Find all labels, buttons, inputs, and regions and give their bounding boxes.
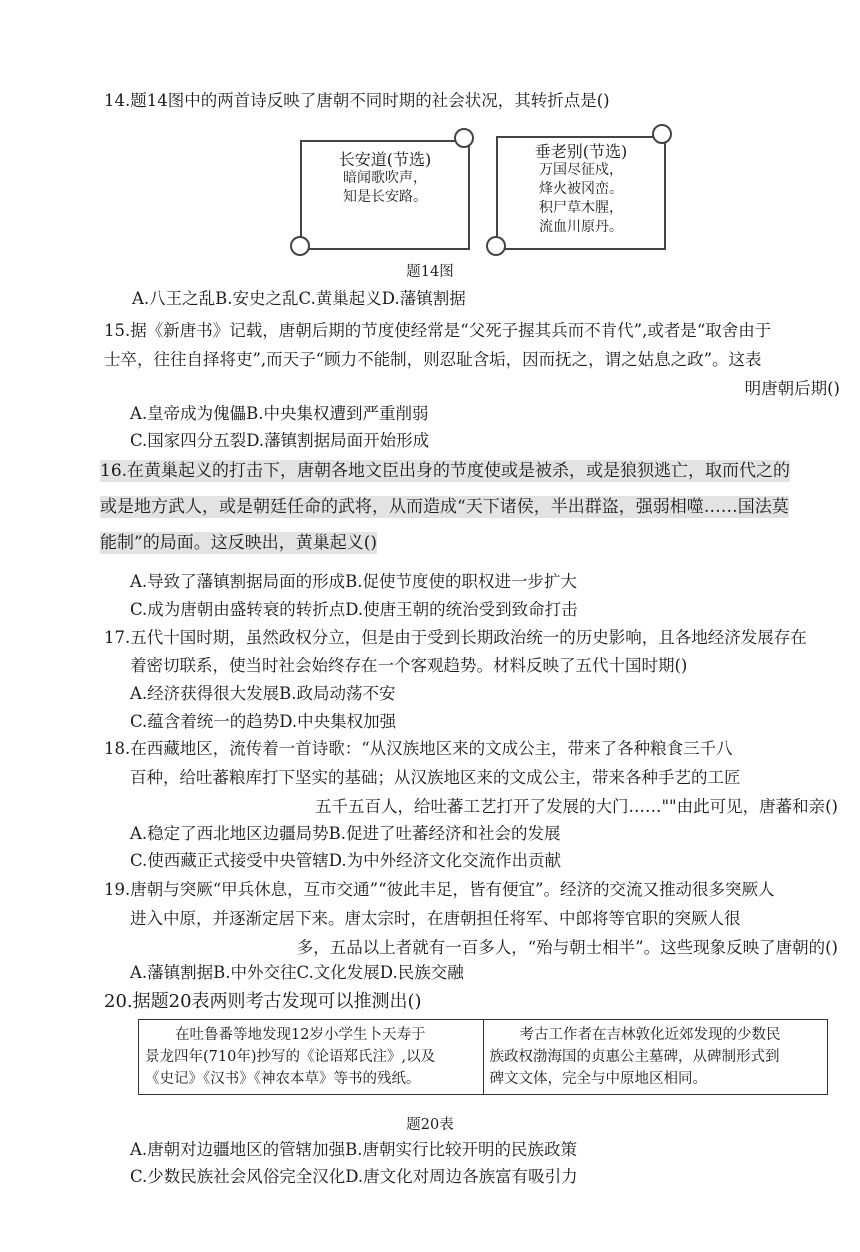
poem1-title: 长安道(节选): [338, 150, 432, 169]
q17-options: A.经济获得很大发展B.政局动荡不安: [130, 684, 396, 703]
q19-options: A.藩镇割据B.中外交往C.文化发展D.民族交融: [130, 963, 464, 982]
q14-caption: 题14图: [406, 264, 454, 280]
cell-line: 碑文文体，完全与中原地区相同。: [489, 1071, 707, 1087]
q16-line: 16.在黄巢起义的打击下，唐朝各地文臣出身的节度使或是被杀，或是狼狈逃亡，取而代之的: [100, 461, 791, 481]
q14-stem: 14.题14图中的两首诗反映了唐朝不同时期的社会状况，其转折点是(): [104, 91, 610, 110]
poem2-line: 烽火被冈峦。: [539, 181, 623, 197]
q20-stem: 20.据题20表两则考古发现可以推测出(): [104, 991, 422, 1012]
q16-line: 能制”的局面。这反映出，黄巢起义(): [100, 533, 377, 553]
poem-scroll-2: [496, 136, 666, 250]
q18-line: 百种，给吐蕃粮库打下坚实的基础；从汉族地区来的文成公主，带来各种手艺的工匠: [130, 768, 741, 787]
cell-line: 景龙四年(710年)抄写的《论语郑氏注》,以及: [145, 1049, 436, 1065]
q15-line: 明唐朝后期(): [744, 379, 840, 398]
scroll-curl-icon: [486, 236, 506, 256]
q15-line: 士卒，往往自择将吏”,而天子“顾力不能制，则忍耻含垢，因而抚之，谓之姑息之政”。这表: [104, 350, 762, 369]
q18-line: 18.在西藏地区，流传着一首诗歌：“从汉族地区来的文成公主，带来了各种粮食三千八: [104, 739, 733, 758]
q15-options: C.国家四分五裂D.藩镇割据局面开始形成: [130, 431, 430, 450]
poem2-title: 垂老别(节选): [534, 142, 628, 161]
poem1-line: 知是长安路。: [343, 189, 427, 205]
scroll-curl-icon: [454, 128, 474, 148]
table-cell-left: [139, 1020, 484, 1095]
poem2-line: 万国尽征戍，: [539, 162, 623, 178]
q20-caption: 题20表: [406, 1117, 454, 1133]
poem1-line: 暗闻歌吹声，: [343, 170, 427, 186]
q16-options: C.成为唐朝由盛转衰的转折点D.使唐王朝的统治受到致命打击: [130, 600, 578, 619]
q16-line: 或是地方武人，或是朝廷任命的武将，从而造成“天下诸侯，半出群盗，强弱相噬……国法莫: [100, 497, 789, 517]
q18-options: C.使西藏正式接受中央管辖D.为中外经济文化交流作出贡献: [130, 851, 562, 870]
q16-options: A.导致了藩镇割据局面的形成B.促使节度使的职权进一步扩大: [130, 572, 578, 591]
q19-line: 进入中原，并逐渐定居下来。唐太宗时，在唐朝担任将军、中郎将等官职的突厥人很: [130, 909, 741, 928]
table-row: [139, 1020, 828, 1095]
q15-options: A.皇帝成为傀儡B.中央集权遭到严重削弱: [130, 404, 429, 423]
cell-line: 在吐鲁番等地发现12岁小学生卜天寿于: [175, 1027, 426, 1043]
q19-line: 19.唐朝与突厥“甲兵休息，互市交通”“彼此丰足，皆有便宜”。经济的交流又推动很多突厥人: [104, 880, 775, 899]
q20-table: [138, 1019, 828, 1095]
scroll-curl-icon: [652, 124, 672, 144]
cell-line: 《史记》《汉书》《神农本草》等书的残纸。: [145, 1071, 421, 1087]
q17-line: 着密切联系，使当时社会始终存在一个客观趋势。材料反映了五代十国时期(): [130, 656, 688, 675]
q19-line: 多，五品以上者就有一百多人，“殆与朝士相半”。这些现象反映了唐朝的(): [296, 938, 838, 957]
cell-line: 考古工作者在吉林敦化近郊发现的少数民: [519, 1027, 781, 1043]
q18-line: 五千五百人，给吐蕃工艺打开了发展的大门……""由此可见，唐蕃和亲(): [314, 797, 838, 816]
scroll-curl-icon: [290, 236, 310, 256]
q17-options: C.蕴含着统一的趋势D.中央集权加强: [130, 712, 397, 731]
poem2-line: 流血川原丹。: [539, 219, 623, 235]
poem-scroll-1: [300, 140, 470, 250]
q20-options: A.唐朝对边疆地区的管辖加强B.唐朝实行比较开明的民族政策: [130, 1140, 578, 1159]
q14-options: A.八王之乱B.安史之乱C.黄巢起义D.藩镇割据: [132, 289, 466, 308]
cell-line: 族政权渤海国的贞惠公主墓碑，从碑制形式到: [489, 1049, 780, 1065]
table-cell-right: [483, 1020, 828, 1095]
q17-line: 17.五代十国时期，虽然政权分立，但是由于受到长期政治统一的历史影响，且各地经济发展存在: [104, 628, 807, 647]
q18-options: A.稳定了西北地区边疆局势B.促进了吐蕃经济和社会的发展: [130, 824, 561, 843]
q20-options: C.少数民族社会风俗完全汉化D.唐文化对周边各族富有吸引力: [130, 1167, 578, 1186]
poem2-line: 积尸草木腥，: [539, 200, 623, 216]
q15-line: 15.据《新唐书》记载，唐朝后期的节度使经常是“父死子握其兵而不肯代”,或者是“取舍由于: [104, 321, 772, 340]
